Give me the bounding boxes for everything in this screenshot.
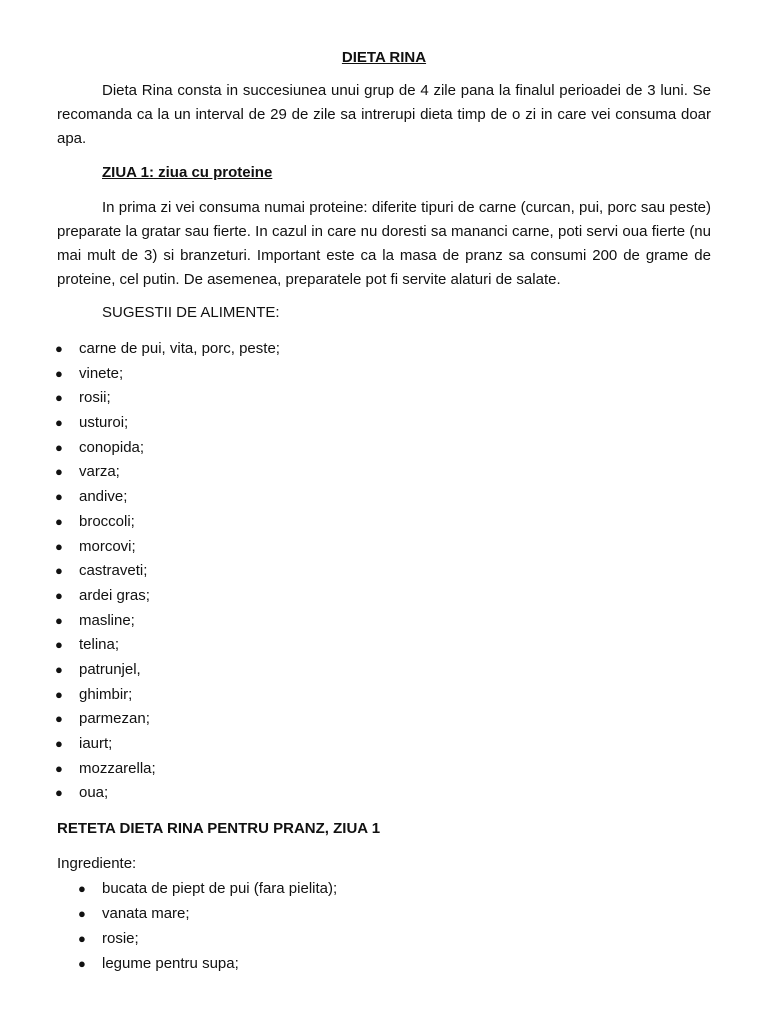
- list-item: [78, 901, 337, 926]
- bullet-icon: ●: [55, 563, 63, 579]
- list-item: [55, 411, 280, 436]
- bullet-icon: ●: [55, 439, 63, 455]
- bullet-icon: ●: [55, 686, 63, 702]
- list-item: [55, 485, 280, 510]
- list-item: [55, 633, 280, 658]
- ingredients-heading: Ingrediente:: [57, 855, 137, 872]
- day1-heading: ZIUA 1: ziua cu proteine: [102, 164, 273, 181]
- bullet-icon: ●: [55, 637, 63, 653]
- list-item-text: telina;: [79, 636, 120, 654]
- list-item-text: ghimbir;: [79, 685, 133, 703]
- list-item: [55, 584, 280, 609]
- list-item: [78, 926, 337, 951]
- recipe-heading: RETETA DIETA RINA PENTRU PRANZ, ZIUA 1: [57, 820, 381, 837]
- list-item-text: legume pentru supa;: [102, 955, 239, 972]
- list-item: [55, 757, 280, 782]
- bullet-icon: ●: [55, 365, 63, 381]
- bullet-icon: ●: [55, 489, 63, 505]
- list-item: [55, 707, 280, 732]
- list-item-text: vinete;: [79, 364, 124, 382]
- bullet-icon: ●: [55, 612, 63, 628]
- list-item: [55, 386, 280, 411]
- ingredients-list: [78, 876, 337, 976]
- list-item-text: usturoi;: [79, 414, 129, 432]
- list-item: [55, 683, 280, 708]
- list-item-text: iaurt;: [79, 735, 113, 752]
- list-item-text: rosii;: [79, 389, 111, 407]
- list-item-text: parmezan;: [79, 710, 150, 728]
- list-item-text: varza;: [79, 463, 120, 481]
- intro-text: Dieta Rina consta in succesiunea unui grup de 4 zile pana la finalul perioadei de 3 luni. Se recomanda ca la un interval de 29 de zile sa intrerupi dieta timp de o zi in care vei consuma doar apa.: [57, 82, 711, 147]
- list-item-text: castraveti;: [79, 562, 148, 580]
- list-item-text: patrunjel,: [79, 660, 141, 678]
- list-item: [55, 559, 280, 584]
- bullet-icon: ●: [55, 587, 63, 603]
- list-item-text: rosie;: [102, 930, 139, 947]
- bullet-icon: ●: [78, 881, 86, 896]
- list-item-text: ardei gras;: [79, 586, 150, 604]
- food-suggestions-list: [55, 337, 280, 806]
- bullet-icon: ●: [55, 711, 63, 727]
- intro-paragraph: [57, 79, 711, 151]
- suggestions-heading: SUGESTII DE ALIMENTE:: [102, 304, 280, 321]
- list-item-text: conopida;: [79, 438, 145, 456]
- list-item-text: mozzarella;: [79, 759, 156, 777]
- list-item-text: masline;: [79, 611, 135, 629]
- bullet-icon: ●: [55, 785, 63, 801]
- list-item: [55, 535, 280, 560]
- list-item: [55, 510, 280, 535]
- list-item-text: broccoli;: [79, 512, 135, 530]
- list-item: [55, 609, 280, 634]
- list-item-text: vanata mare;: [102, 905, 190, 922]
- list-item: [55, 781, 280, 806]
- bullet-icon: ●: [55, 513, 63, 529]
- bullet-icon: ●: [55, 341, 63, 356]
- list-item-text: morcovi;: [79, 537, 136, 555]
- list-item: [55, 436, 280, 461]
- bullet-icon: ●: [55, 736, 63, 751]
- bullet-icon: ●: [55, 760, 63, 776]
- bullet-icon: ●: [78, 931, 86, 946]
- list-item-text: bucata de piept de pui (fara pielita);: [102, 880, 338, 897]
- list-item: [55, 337, 280, 362]
- list-item: [55, 658, 280, 683]
- day1-text: In prima zi vei consuma numai proteine: diferite tipuri de carne (curcan, pui, porc sau peste) preparate la gratar sau fierte. In cazul in care nu doresti sa mananci carne, poti servi oua fierte (nu mai mult de 3) si branzeturi. Important este ca la masa de pranz sa consumi 200 de grame de proteine, cel putin. De asemenea, preparatele pot fi servite alaturi de salate.: [57, 199, 711, 288]
- bullet-icon: ●: [55, 415, 63, 431]
- bullet-icon: ●: [55, 538, 63, 554]
- list-item: [78, 876, 337, 901]
- list-item-text: andive;: [79, 488, 128, 506]
- bullet-icon: ●: [78, 956, 86, 971]
- list-item-text: carne de pui, vita, porc, peste;: [79, 340, 280, 357]
- document-title: DIETA RINA: [341, 49, 427, 66]
- list-item-text: oua;: [79, 784, 109, 802]
- list-item: [55, 362, 280, 387]
- bullet-icon: ●: [55, 464, 63, 480]
- bullet-icon: ●: [55, 661, 63, 677]
- list-item: [55, 732, 280, 757]
- bullet-icon: ●: [78, 906, 86, 921]
- list-item: [78, 951, 337, 976]
- bullet-icon: ●: [55, 390, 63, 406]
- day1-paragraph: [57, 196, 711, 292]
- list-item: [55, 460, 280, 485]
